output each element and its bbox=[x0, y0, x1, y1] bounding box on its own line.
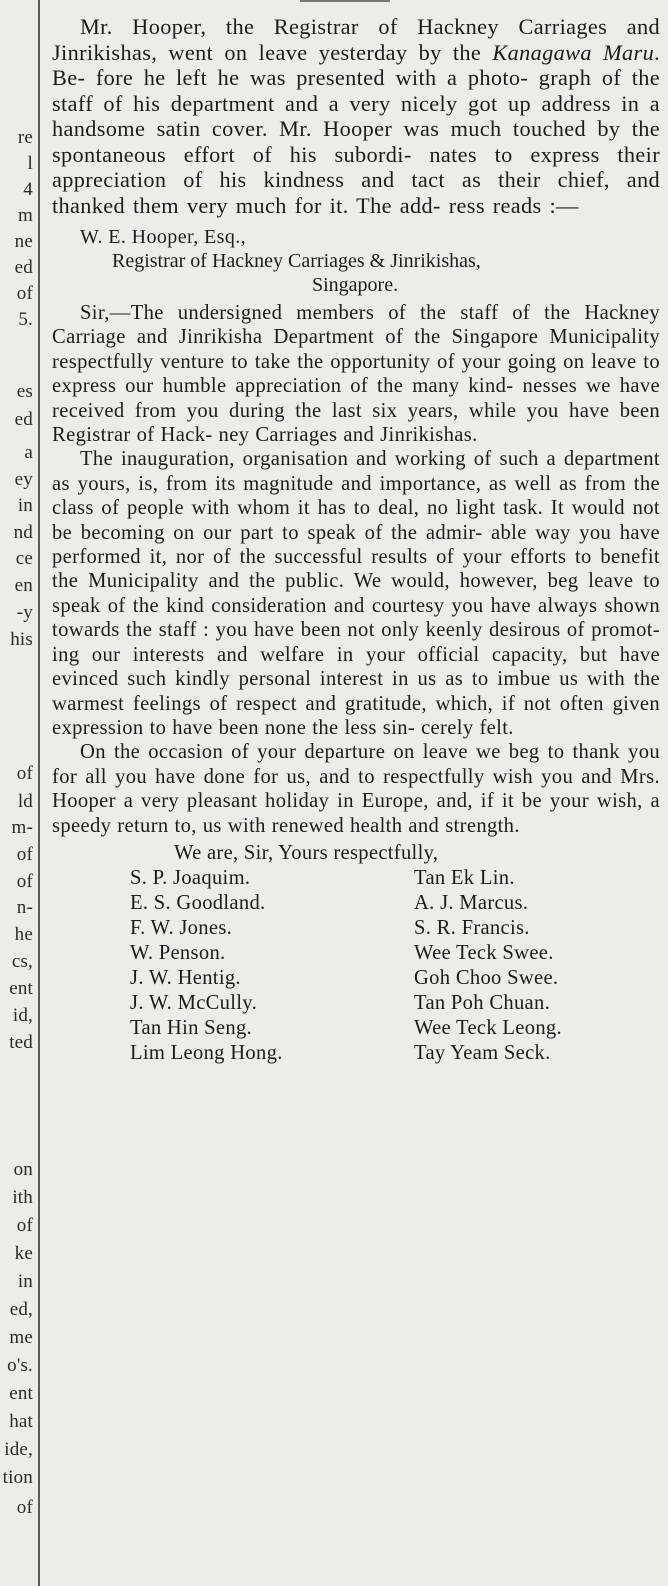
column-fragment: es bbox=[16, 381, 33, 402]
column-fragment: ld bbox=[17, 791, 33, 812]
signatories-left-column bbox=[130, 866, 283, 1066]
letter-line: to respectfully wish you and Mrs. Hooper a very bbox=[52, 765, 660, 813]
adjacent-column-fragments bbox=[0, 0, 36, 1586]
addressee-name: W. E. Hooper, Esq., bbox=[80, 226, 247, 248]
address-header bbox=[52, 225, 660, 297]
closing-line: We are, Sir, Yours respectfully, bbox=[174, 841, 439, 864]
column-fragment: nd bbox=[13, 522, 33, 543]
letter-paragraph-2 bbox=[52, 447, 660, 740]
column-fragment: ent bbox=[9, 978, 33, 999]
letter-line: ney Carriages and Jinrikishas. bbox=[218, 424, 478, 447]
column-fragment: hat bbox=[9, 1411, 33, 1432]
letter-line: such a department as yours, is, from its magnitude bbox=[52, 448, 661, 495]
signatory-name: J. W. McCully. bbox=[130, 991, 258, 1014]
letter-paragraph-3 bbox=[52, 740, 660, 838]
signatory-name: Goh Choo Swee. bbox=[414, 966, 559, 989]
intro-line: yesterday by the bbox=[318, 39, 493, 65]
column-fragment: ed bbox=[14, 409, 33, 430]
column-fragment: -y bbox=[16, 602, 33, 623]
letter-line: of the Singapore Municipality respectfully venture bbox=[52, 326, 660, 373]
column-fragment: n- bbox=[16, 897, 33, 918]
signatory-name: Tan Poh Chuan. bbox=[414, 991, 551, 1014]
letter-line: ing our interests and welfare in your official bbox=[52, 643, 480, 666]
intro-line: . Be- bbox=[52, 39, 661, 90]
signatory-name: E. S. Goodland. bbox=[130, 891, 266, 914]
letter-line: six years, while you have been Registrar of Hack- bbox=[52, 399, 660, 447]
signatory-name: Wee Teck Swee. bbox=[414, 941, 554, 964]
column-fragment: of bbox=[16, 283, 33, 304]
intro-line: by the spontaneous effort of his subordi- bbox=[52, 116, 660, 167]
column-fragment: tion bbox=[2, 1467, 33, 1488]
column-fragment: id, bbox=[12, 1005, 33, 1026]
column-fragment: 4 bbox=[23, 179, 33, 200]
letter-line: given expression to have been none the less sin- bbox=[52, 692, 661, 739]
column-fragment: ed bbox=[14, 257, 33, 278]
addressee-city: Singapore. bbox=[312, 274, 399, 296]
letter-line: you have been not only keenly desirous of promot- bbox=[215, 619, 660, 642]
column-fragment: ted bbox=[9, 1032, 33, 1053]
column-fragment: m bbox=[18, 205, 33, 226]
intro-line: graph of the staff of his department and a bbox=[52, 65, 660, 116]
column-fragment: ke bbox=[14, 1243, 33, 1264]
letter-line: capacity, but have evinced such kindly personal bbox=[52, 643, 661, 691]
intro-line: very nicely got up address in a handsome bbox=[52, 90, 661, 141]
column-divider bbox=[38, 0, 40, 1586]
intro-line: fore he left he was presented with a photo- bbox=[95, 65, 529, 90]
letter-line: successful results of your efforts to benefit the bbox=[52, 546, 660, 593]
letter-line: nesses we have received from you during the last bbox=[52, 375, 661, 422]
column-fragment: of bbox=[16, 763, 33, 784]
letter-line: to take the opportunity of your going on leave to bbox=[231, 350, 660, 373]
letter-line: beg to thank you for all you have done for us, and bbox=[52, 741, 660, 788]
intro-line: thanked them very much for it. The add- bbox=[52, 192, 441, 218]
column-fragment: in bbox=[17, 1271, 33, 1292]
ship-name: Kanagawa Maru bbox=[492, 39, 655, 65]
column-fragment: ce bbox=[15, 548, 33, 569]
column-fragment: ed, bbox=[9, 1299, 33, 1320]
signatories bbox=[52, 866, 660, 1076]
column-fragment: ent bbox=[9, 1383, 33, 1404]
intro-line: Mr. Hooper, the Registrar of Hackney bbox=[80, 14, 499, 39]
letter-paragraph-1 bbox=[52, 301, 660, 447]
column-fragment: ide, bbox=[4, 1439, 33, 1460]
column-fragment: his bbox=[10, 629, 33, 650]
article bbox=[52, 14, 660, 1076]
signatory-name: A. J. Marcus. bbox=[414, 891, 529, 914]
intro-line: nates to express their appreciation of his bbox=[52, 141, 660, 192]
column-fragment: en bbox=[14, 575, 33, 596]
column-fragment: on bbox=[13, 1159, 33, 1180]
column-fragment: o's. bbox=[7, 1355, 33, 1376]
column-fragment: l bbox=[27, 153, 33, 174]
letter-line: strength. bbox=[445, 814, 520, 837]
column-fragment: ne bbox=[14, 231, 33, 252]
column-fragment: in bbox=[17, 495, 33, 516]
signatory-name: Lim Leong Hong. bbox=[130, 1041, 283, 1064]
letter-line: courtesy you have always shown towards the staff : bbox=[52, 594, 660, 642]
column-fragment: of bbox=[16, 1215, 33, 1236]
signatory-name: S. P. Joaquim. bbox=[130, 866, 251, 889]
column-fragment: me bbox=[9, 1327, 33, 1348]
intro-line: ress reads :— bbox=[448, 192, 579, 218]
column-fragment: cs, bbox=[11, 951, 33, 972]
addressee-title: Registrar of Hackney Carriages & Jinrikishas, bbox=[112, 250, 481, 272]
signatory-name: J. W. Hentig. bbox=[130, 966, 241, 989]
letter-line: The inauguration, organisation and working of bbox=[80, 448, 492, 471]
letter-line: the Hackney Carriage and Jinrikisha Department bbox=[52, 302, 661, 349]
column-fragment: ith bbox=[12, 1187, 33, 1208]
letter-line: pleasant holiday in Europe, and, if it be your wish, bbox=[186, 790, 643, 813]
signatory-name: Tay Yeam Seck. bbox=[414, 1041, 551, 1064]
letter-line: express our humble appreciation of the many kind- bbox=[52, 375, 514, 398]
signatory-name: F. W. Jones. bbox=[130, 916, 233, 939]
column-fragment: ey bbox=[14, 469, 33, 490]
signatories-right-column bbox=[414, 866, 562, 1066]
top-rule bbox=[300, 0, 390, 2]
column-fragment: a bbox=[24, 442, 33, 463]
column-fragment: of bbox=[16, 871, 33, 892]
letter-body bbox=[52, 301, 660, 838]
letter-line: a speedy return to, us with renewed health and bbox=[52, 790, 661, 837]
signatory-name: Tan Hin Seng. bbox=[130, 1016, 253, 1039]
signatory-name: Tan Ek Lin. bbox=[414, 866, 515, 889]
letter-line: feelings of respect and gratitude, which, if not often bbox=[132, 692, 604, 715]
column-fragment: of bbox=[16, 1497, 33, 1518]
intro-paragraph bbox=[52, 14, 660, 218]
column-fragment: 5. bbox=[18, 309, 33, 330]
signatory-name: S. R. Francis. bbox=[414, 916, 530, 939]
letter-line: with whom it has to deal, no light task. It would bbox=[191, 497, 625, 520]
intro-line: kindness and tact as their chief, and bbox=[263, 167, 660, 192]
letter-line: interest in us as to imbue us with the warmest bbox=[52, 668, 660, 715]
letter-line: cerely felt. bbox=[421, 716, 514, 739]
signatory-name: Wee Teck Leong. bbox=[414, 1016, 562, 1039]
column-fragment: of bbox=[16, 844, 33, 865]
column-fragment: re bbox=[17, 127, 33, 148]
intro-line: Carriages and Jinrikishas, went on leave bbox=[52, 14, 660, 65]
letter-line: Municipality and the public. We would, however, bbox=[88, 570, 538, 593]
letter-line: beg leave to speak of the kind consideration and bbox=[52, 570, 660, 617]
letter-line: Sir,—The undersigned members of the staff of bbox=[80, 302, 531, 324]
column-fragment: he bbox=[14, 924, 33, 945]
letter-line: and importance, as well as from the class of people bbox=[52, 472, 661, 520]
signatory-name: W. Penson. bbox=[130, 941, 226, 964]
letter-line: able way you have performed it, nor of the bbox=[52, 521, 660, 569]
intro-line: satin cover. Mr. Hooper was much touched bbox=[156, 116, 586, 141]
letter-line: On the occasion of your departure on leave we bbox=[80, 741, 501, 764]
letter-line: not be becoming on our part to speak of the admir- bbox=[52, 497, 660, 544]
column-fragment: m- bbox=[11, 817, 33, 838]
